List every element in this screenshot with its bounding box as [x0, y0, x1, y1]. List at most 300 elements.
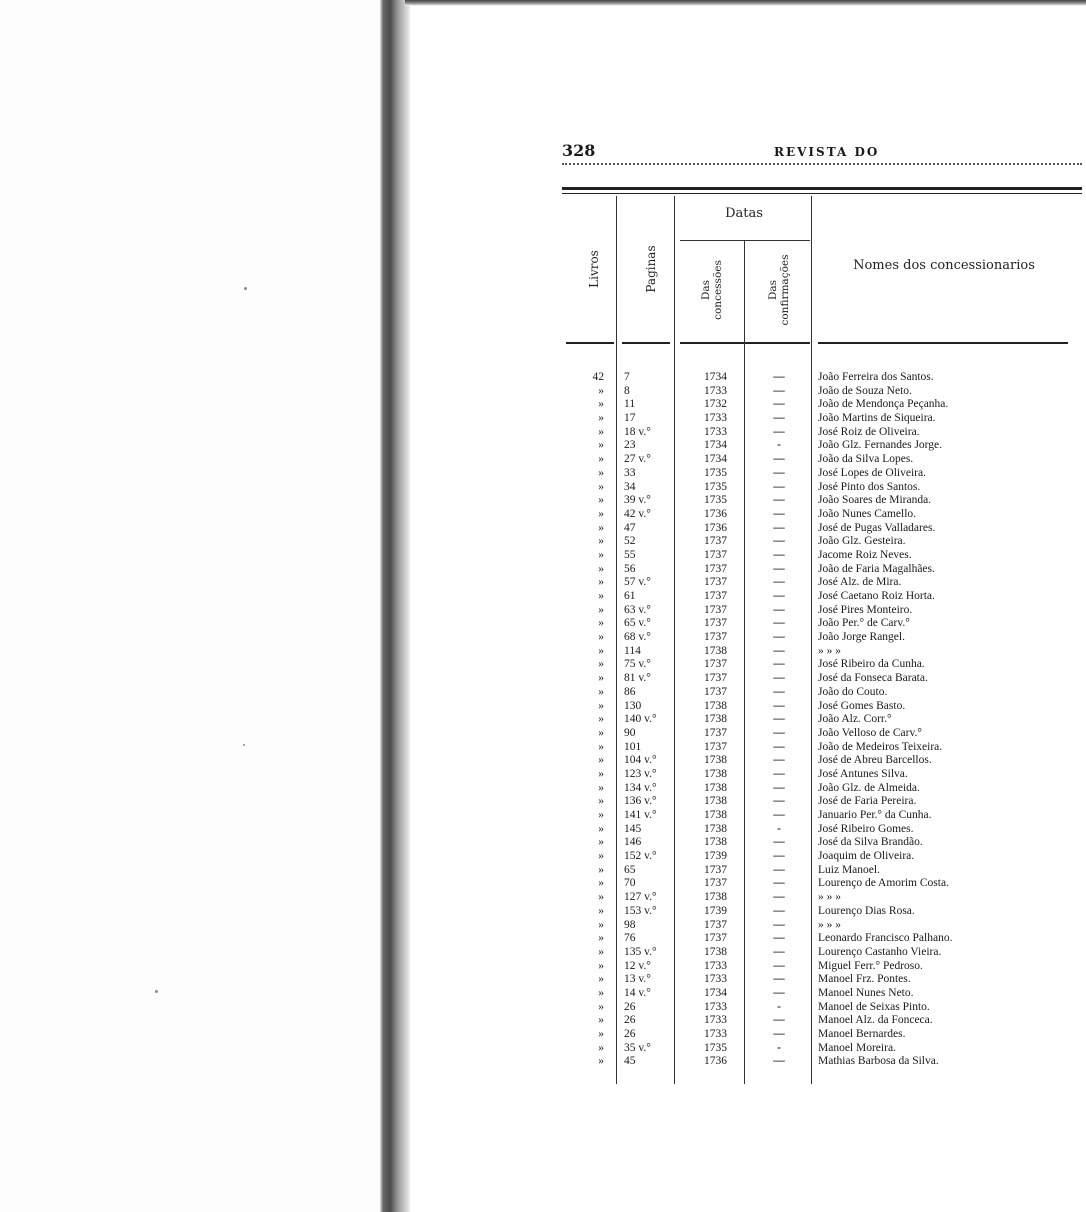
header-das-confirmacoes: Das confirmações — [767, 254, 791, 326]
header-bottom-rule-3 — [680, 342, 810, 344]
table-row — [562, 398, 1082, 412]
cell-pagina: 70 — [624, 877, 636, 890]
cell-concessao: 1737 — [704, 726, 727, 739]
cell-pagina: 7 — [624, 371, 630, 383]
cell-concessao: 1733 — [704, 412, 727, 425]
cell-pagina: 18 v.° — [624, 425, 651, 438]
cell-pagina: 140 v.° — [624, 713, 657, 726]
cell-confirmacao: — — [773, 521, 785, 534]
table-row — [562, 412, 1082, 426]
cell-nome: José de Pugas Valladares. — [818, 521, 936, 534]
cell-livro: » — [598, 699, 604, 712]
cell-livro: » — [598, 644, 604, 657]
cell-livro: » — [598, 590, 604, 602]
table-row — [562, 604, 1082, 618]
cell-nome: Lourenço Castanho Vieira. — [818, 945, 942, 958]
cell-livro: » — [598, 535, 604, 548]
cell-nome: José Caetano Roiz Horta. — [818, 590, 935, 602]
table-row — [562, 727, 1082, 741]
cell-confirmacao: — — [773, 453, 785, 466]
table-row — [562, 973, 1082, 987]
cell-confirmacao: — — [773, 398, 785, 411]
cell-pagina: 135 v.° — [624, 945, 657, 958]
cell-pagina: 123 v.° — [624, 767, 657, 780]
cell-concessao: 1738 — [704, 781, 727, 794]
cell-nome: José Alz. de Mira. — [818, 576, 902, 589]
cell-nome: José Pinto dos Santos. — [818, 480, 921, 493]
cell-concessao: 1738 — [704, 767, 727, 780]
cell-livro: » — [598, 809, 604, 821]
table-row — [562, 823, 1082, 837]
cell-livro: » — [598, 1028, 604, 1040]
cell-livro: » — [598, 521, 604, 534]
cell-confirmacao: — — [773, 562, 785, 575]
cell-confirmacao: — — [773, 699, 785, 712]
cell-livro: » — [598, 548, 604, 561]
cell-concessao: 1733 — [704, 384, 727, 397]
cell-pagina: 35 v.° — [624, 1041, 651, 1054]
cell-livro: » — [598, 726, 604, 739]
cell-nome: Manoel Moreira. — [818, 1041, 896, 1054]
cell-nome: João de Medeiros Teixeira. — [818, 740, 943, 753]
cell-confirmacao: — — [773, 371, 785, 383]
cell-confirmacao: — — [773, 986, 785, 999]
header-paginas: Paginas — [644, 245, 658, 293]
table-top-rule — [562, 187, 1082, 190]
cell-livro: » — [598, 767, 604, 780]
cell-confirmacao: — — [773, 425, 785, 438]
cell-confirmacao: — — [773, 754, 785, 767]
cell-nome: Leonardo Francisco Palhano. — [818, 932, 953, 945]
cell-livro: » — [598, 617, 604, 630]
cell-pagina: 56 — [624, 562, 636, 575]
cell-nome: Lourenço Dias Rosa. — [818, 904, 915, 917]
cell-confirmacao: — — [773, 795, 785, 808]
cell-confirmacao: — — [773, 863, 785, 876]
cell-confirmacao: — — [773, 932, 785, 945]
cell-concessao: 1737 — [704, 685, 727, 698]
cell-livro: » — [598, 713, 604, 726]
cell-livro: » — [598, 466, 604, 479]
cell-pagina: 61 — [624, 590, 636, 602]
running-title: REVISTA DO — [774, 145, 880, 159]
table-row — [562, 850, 1082, 864]
cell-pagina: 42 v.° — [624, 507, 651, 520]
cell-concessao: 1737 — [704, 576, 727, 589]
paper-speck — [155, 990, 158, 993]
table-row — [562, 946, 1082, 960]
cell-livro: » — [598, 658, 604, 671]
cell-confirmacao: — — [773, 384, 785, 397]
table-row — [562, 672, 1082, 686]
table-row — [562, 453, 1082, 467]
cell-nome: Januario Per.° da Cunha. — [818, 809, 932, 821]
cell-confirmacao: — — [773, 494, 785, 507]
cell-concessao: 1738 — [704, 644, 727, 657]
cell-pagina: 57 v.° — [624, 576, 651, 589]
cell-confirmacao: — — [773, 726, 785, 739]
cell-confirmacao: — — [773, 877, 785, 890]
cell-livro: » — [598, 795, 604, 808]
cell-nome: José Roiz de Oliveira. — [818, 425, 920, 438]
header-rule — [562, 163, 1082, 165]
cell-livro: » — [598, 904, 604, 917]
cell-confirmacao: — — [773, 672, 785, 685]
cell-livro: 42 — [592, 371, 604, 383]
table-row — [562, 768, 1082, 782]
cell-confirmacao: — — [773, 891, 785, 904]
table-row — [562, 508, 1082, 522]
cell-concessao: 1737 — [704, 863, 727, 876]
cell-nome: João Soares de Miranda. — [818, 494, 932, 507]
table-row — [562, 617, 1082, 631]
cell-pagina: 86 — [624, 685, 636, 698]
cell-nome: Manoel Frz. Pontes. — [818, 973, 911, 986]
datas-underline — [680, 240, 810, 241]
cell-concessao: 1737 — [704, 672, 727, 685]
cell-confirmacao: — — [773, 644, 785, 657]
table-top-rule-thin — [562, 193, 1082, 194]
cell-confirmacao: — — [773, 548, 785, 561]
page-number: 328 — [562, 141, 596, 160]
cell-nome: Manoel Nunes Neto. — [818, 986, 914, 999]
cell-livro: » — [598, 986, 604, 999]
cell-pagina: 34 — [624, 480, 636, 493]
cell-concessao: 1739 — [704, 904, 727, 917]
table-row — [562, 1028, 1082, 1042]
cell-concessao: 1737 — [704, 658, 727, 671]
cell-nome: Joaquim de Oliveira. — [818, 850, 915, 863]
cell-concessao: 1734 — [704, 439, 727, 452]
cell-nome: Miguel Ferr.° Pedroso. — [818, 959, 923, 972]
cell-nome: João Nunes Camello. — [818, 507, 917, 520]
cell-livro: » — [598, 507, 604, 520]
cell-pagina: 68 v.° — [624, 631, 651, 644]
cell-confirmacao: — — [773, 412, 785, 425]
cell-concessao: 1735 — [704, 494, 727, 507]
table-row — [562, 658, 1082, 672]
table-row — [562, 426, 1082, 440]
cell-concessao: 1737 — [704, 548, 727, 561]
cell-pagina: 104 v.° — [624, 754, 657, 767]
cell-confirmacao: — — [773, 973, 785, 986]
cell-livro: » — [598, 918, 604, 931]
table-row — [562, 371, 1082, 385]
cell-livro: » — [598, 781, 604, 794]
header-datas: Datas — [725, 206, 763, 221]
cell-pagina: 152 v.° — [624, 850, 657, 863]
table-row — [562, 686, 1082, 700]
header-bottom-rule-4 — [818, 342, 1068, 344]
table-row — [562, 481, 1082, 495]
cell-pagina: 23 — [624, 439, 636, 452]
table-row — [562, 932, 1082, 946]
cell-concessao: 1738 — [704, 809, 727, 821]
cell-livro: » — [598, 932, 604, 945]
cell-nome: João Ferreira dos Santos. — [818, 371, 934, 383]
cell-nome: Mathias Barbosa da Silva. — [818, 1055, 939, 1068]
table-row — [562, 809, 1082, 823]
cell-livro: » — [598, 850, 604, 863]
cell-pagina: 39 v.° — [624, 494, 651, 507]
cell-nome: » » » — [818, 891, 841, 904]
cell-confirmacao: — — [773, 918, 785, 931]
table-row — [562, 522, 1082, 536]
cell-nome: José de Abreu Barcellos. — [818, 754, 932, 767]
cell-livro: » — [598, 945, 604, 958]
cell-nome: João Martins de Siqueira. — [818, 412, 936, 425]
cell-pagina: 52 — [624, 535, 636, 548]
cell-pagina: 26 — [624, 1028, 636, 1040]
table-row — [562, 741, 1082, 755]
cell-pagina: 145 — [624, 822, 642, 835]
cell-confirmacao: — — [773, 480, 785, 493]
cell-confirmacao: — — [773, 740, 785, 753]
cell-nome: João Jorge Rangel. — [818, 631, 905, 644]
cell-nome: José Ribeiro Gomes. — [818, 822, 914, 835]
table-row — [562, 1014, 1082, 1028]
header-bottom-rule-2 — [622, 342, 670, 344]
cell-nome: João Velloso de Carv.° — [818, 726, 922, 739]
cell-confirmacao: - — [777, 822, 781, 835]
cell-livro: » — [598, 453, 604, 466]
cell-nome: Lourenço de Amorim Costa. — [818, 877, 949, 890]
cell-livro: » — [598, 494, 604, 507]
cell-concessao: 1739 — [704, 850, 727, 863]
cell-confirmacao: — — [773, 713, 785, 726]
cell-concessao: 1737 — [704, 932, 727, 945]
page-top-edge — [405, 0, 1086, 6]
cell-pagina: 47 — [624, 521, 636, 534]
cell-confirmacao: — — [773, 781, 785, 794]
table-row — [562, 754, 1082, 768]
cell-livro: » — [598, 1000, 604, 1013]
cell-livro: » — [598, 603, 604, 616]
cell-livro: » — [598, 1055, 604, 1068]
cell-pagina: 12 v.° — [624, 959, 651, 972]
table-row — [562, 590, 1082, 604]
table-row — [562, 535, 1082, 549]
cell-nome: João de Souza Neto. — [818, 384, 912, 397]
cell-confirmacao: — — [773, 1028, 785, 1040]
cell-livro: » — [598, 740, 604, 753]
table-row — [562, 987, 1082, 1001]
cell-pagina: 114 — [624, 644, 641, 657]
cell-pagina: 90 — [624, 726, 636, 739]
cell-pagina: 26 — [624, 1014, 636, 1027]
cell-nome: José Ribeiro da Cunha. — [818, 658, 925, 671]
cell-confirmacao: — — [773, 850, 785, 863]
cell-livro: » — [598, 877, 604, 890]
table-row — [562, 795, 1082, 809]
table-row — [562, 713, 1082, 727]
cell-pagina: 45 — [624, 1055, 636, 1068]
cell-pagina: 101 — [624, 740, 642, 753]
cell-concessao: 1736 — [704, 521, 727, 534]
table-row — [562, 563, 1082, 577]
cell-livro: » — [598, 822, 604, 835]
cell-confirmacao: — — [773, 658, 785, 671]
table-row — [562, 891, 1082, 905]
cell-pagina: 127 v.° — [624, 891, 657, 904]
cell-confirmacao: - — [777, 1000, 781, 1013]
cell-nome: João da Silva Lopes. — [818, 453, 914, 466]
cell-confirmacao: — — [773, 1055, 785, 1068]
cell-livro: » — [598, 412, 604, 425]
table-row — [562, 877, 1082, 891]
cell-pagina: 141 v.° — [624, 809, 657, 821]
cell-nome: José Pires Monteiro. — [818, 603, 913, 616]
cell-confirmacao: — — [773, 590, 785, 602]
cell-confirmacao: — — [773, 603, 785, 616]
cell-confirmacao: — — [773, 767, 785, 780]
cell-nome: » » » — [818, 918, 841, 931]
cell-concessao: 1736 — [704, 1055, 727, 1068]
cell-livro: » — [598, 836, 604, 849]
cell-concessao: 1737 — [704, 617, 727, 630]
cell-concessao: 1738 — [704, 754, 727, 767]
table-row — [562, 782, 1082, 796]
header-nomes: Nomes dos concessionarios — [853, 258, 1035, 273]
cell-concessao: 1738 — [704, 836, 727, 849]
cell-concessao: 1734 — [704, 453, 727, 466]
cell-concessao: 1738 — [704, 822, 727, 835]
cell-concessao: 1732 — [704, 398, 727, 411]
table-row — [562, 439, 1082, 453]
cell-pagina: 136 v.° — [624, 795, 657, 808]
cell-confirmacao: — — [773, 945, 785, 958]
cell-pagina: 81 v.° — [624, 672, 651, 685]
cell-concessao: 1734 — [704, 371, 727, 383]
table-row — [562, 631, 1082, 645]
cell-nome: João Per.° de Carv.° — [818, 617, 910, 630]
cell-livro: » — [598, 959, 604, 972]
left-blank-page — [0, 0, 400, 1212]
cell-pagina: 27 v.° — [624, 453, 651, 466]
cell-pagina: 17 — [624, 412, 636, 425]
cell-pagina: 146 — [624, 836, 642, 849]
cell-pagina: 33 — [624, 466, 636, 479]
cell-nome: João de Faria Magalhães. — [818, 562, 935, 575]
cell-concessao: 1737 — [704, 918, 727, 931]
header-bottom-rule-1 — [566, 342, 614, 344]
cell-nome: José Lopes de Oliveira. — [818, 466, 926, 479]
paper-speck — [243, 744, 245, 746]
cell-concessao: 1735 — [704, 480, 727, 493]
cell-confirmacao: — — [773, 904, 785, 917]
header-das-concessoes: Das concessões — [700, 260, 724, 320]
table-row — [562, 576, 1082, 590]
cell-nome: Luiz Manoel. — [818, 863, 880, 876]
cell-nome: Manoel de Seixas Pinto. — [818, 1000, 930, 1013]
cell-livro: » — [598, 480, 604, 493]
cell-concessao: 1737 — [704, 562, 727, 575]
cell-confirmacao: — — [773, 1014, 785, 1027]
cell-nome: José Antunes Silva. — [818, 767, 908, 780]
cell-livro: » — [598, 425, 604, 438]
cell-concessao: 1737 — [704, 740, 727, 753]
table-row — [562, 960, 1082, 974]
table-row — [562, 494, 1082, 508]
cell-nome: José de Faria Pereira. — [818, 795, 917, 808]
cell-concessao: 1737 — [704, 590, 727, 602]
cell-pagina: 134 v.° — [624, 781, 657, 794]
cell-livro: » — [598, 1014, 604, 1027]
cell-pagina: 13 v.° — [624, 973, 651, 986]
cell-livro: » — [598, 754, 604, 767]
table-row — [562, 1055, 1082, 1069]
cell-concessao: 1733 — [704, 1000, 727, 1013]
cell-concessao: 1734 — [704, 986, 727, 999]
table-row — [562, 1042, 1082, 1056]
page-header — [562, 141, 1082, 165]
table-row — [562, 864, 1082, 878]
table-row — [562, 836, 1082, 850]
cell-concessao: 1733 — [704, 973, 727, 986]
cell-livro: » — [598, 685, 604, 698]
cell-confirmacao: - — [777, 1041, 781, 1054]
cell-confirmacao: — — [773, 959, 785, 972]
cell-pagina: 65 — [624, 863, 636, 876]
cell-nome: Manoel Bernardes. — [818, 1028, 906, 1040]
book-spine — [380, 0, 410, 1212]
cell-concessao: 1733 — [704, 425, 727, 438]
cell-livro: » — [598, 863, 604, 876]
cell-concessao: 1737 — [704, 877, 727, 890]
cell-livro: » — [598, 439, 604, 452]
cell-pagina: 75 v.° — [624, 658, 651, 671]
cell-nome: José Gomes Basto. — [818, 699, 906, 712]
cell-livro: » — [598, 576, 604, 589]
cell-livro: » — [598, 973, 604, 986]
cell-concessao: 1735 — [704, 466, 727, 479]
cell-pagina: 130 — [624, 699, 642, 712]
table-row — [562, 905, 1082, 919]
cell-nome: João Glz. Gesteira. — [818, 535, 906, 548]
cell-livro: » — [598, 398, 604, 411]
table-row — [562, 919, 1082, 933]
table-row — [562, 467, 1082, 481]
cell-nome: João Alz. Corr.° — [818, 713, 892, 726]
table-row — [562, 1001, 1082, 1015]
cell-livro: » — [598, 672, 604, 685]
cell-concessao: 1738 — [704, 713, 727, 726]
header-livros: Livros — [587, 250, 601, 288]
cell-pagina: 63 v.° — [624, 603, 651, 616]
cell-concessao: 1733 — [704, 1028, 727, 1040]
cell-nome: João Glz. de Almeida. — [818, 781, 920, 794]
cell-confirmacao: — — [773, 631, 785, 644]
cell-concessao: 1733 — [704, 1014, 727, 1027]
cell-confirmacao: — — [773, 535, 785, 548]
cell-nome: João de Mendonça Peçanha. — [818, 398, 949, 411]
cell-confirmacao: - — [777, 439, 781, 452]
cell-nome: Manoel Alz. da Fonceca. — [818, 1014, 933, 1027]
cell-pagina: 26 — [624, 1000, 636, 1013]
table-row — [562, 385, 1082, 399]
paper-speck — [244, 287, 247, 290]
cell-confirmacao: — — [773, 617, 785, 630]
cell-pagina: 14 v.° — [624, 986, 651, 999]
cell-nome: José da Fonseca Barata. — [818, 672, 928, 685]
cell-livro: » — [598, 384, 604, 397]
cell-concessao: 1737 — [704, 535, 727, 548]
cell-nome: João Glz. Fernandes Jorge. — [818, 439, 943, 452]
cell-confirmacao: — — [773, 836, 785, 849]
table-row — [562, 645, 1082, 659]
cell-pagina: 153 v.° — [624, 904, 657, 917]
cell-concessao: 1738 — [704, 795, 727, 808]
